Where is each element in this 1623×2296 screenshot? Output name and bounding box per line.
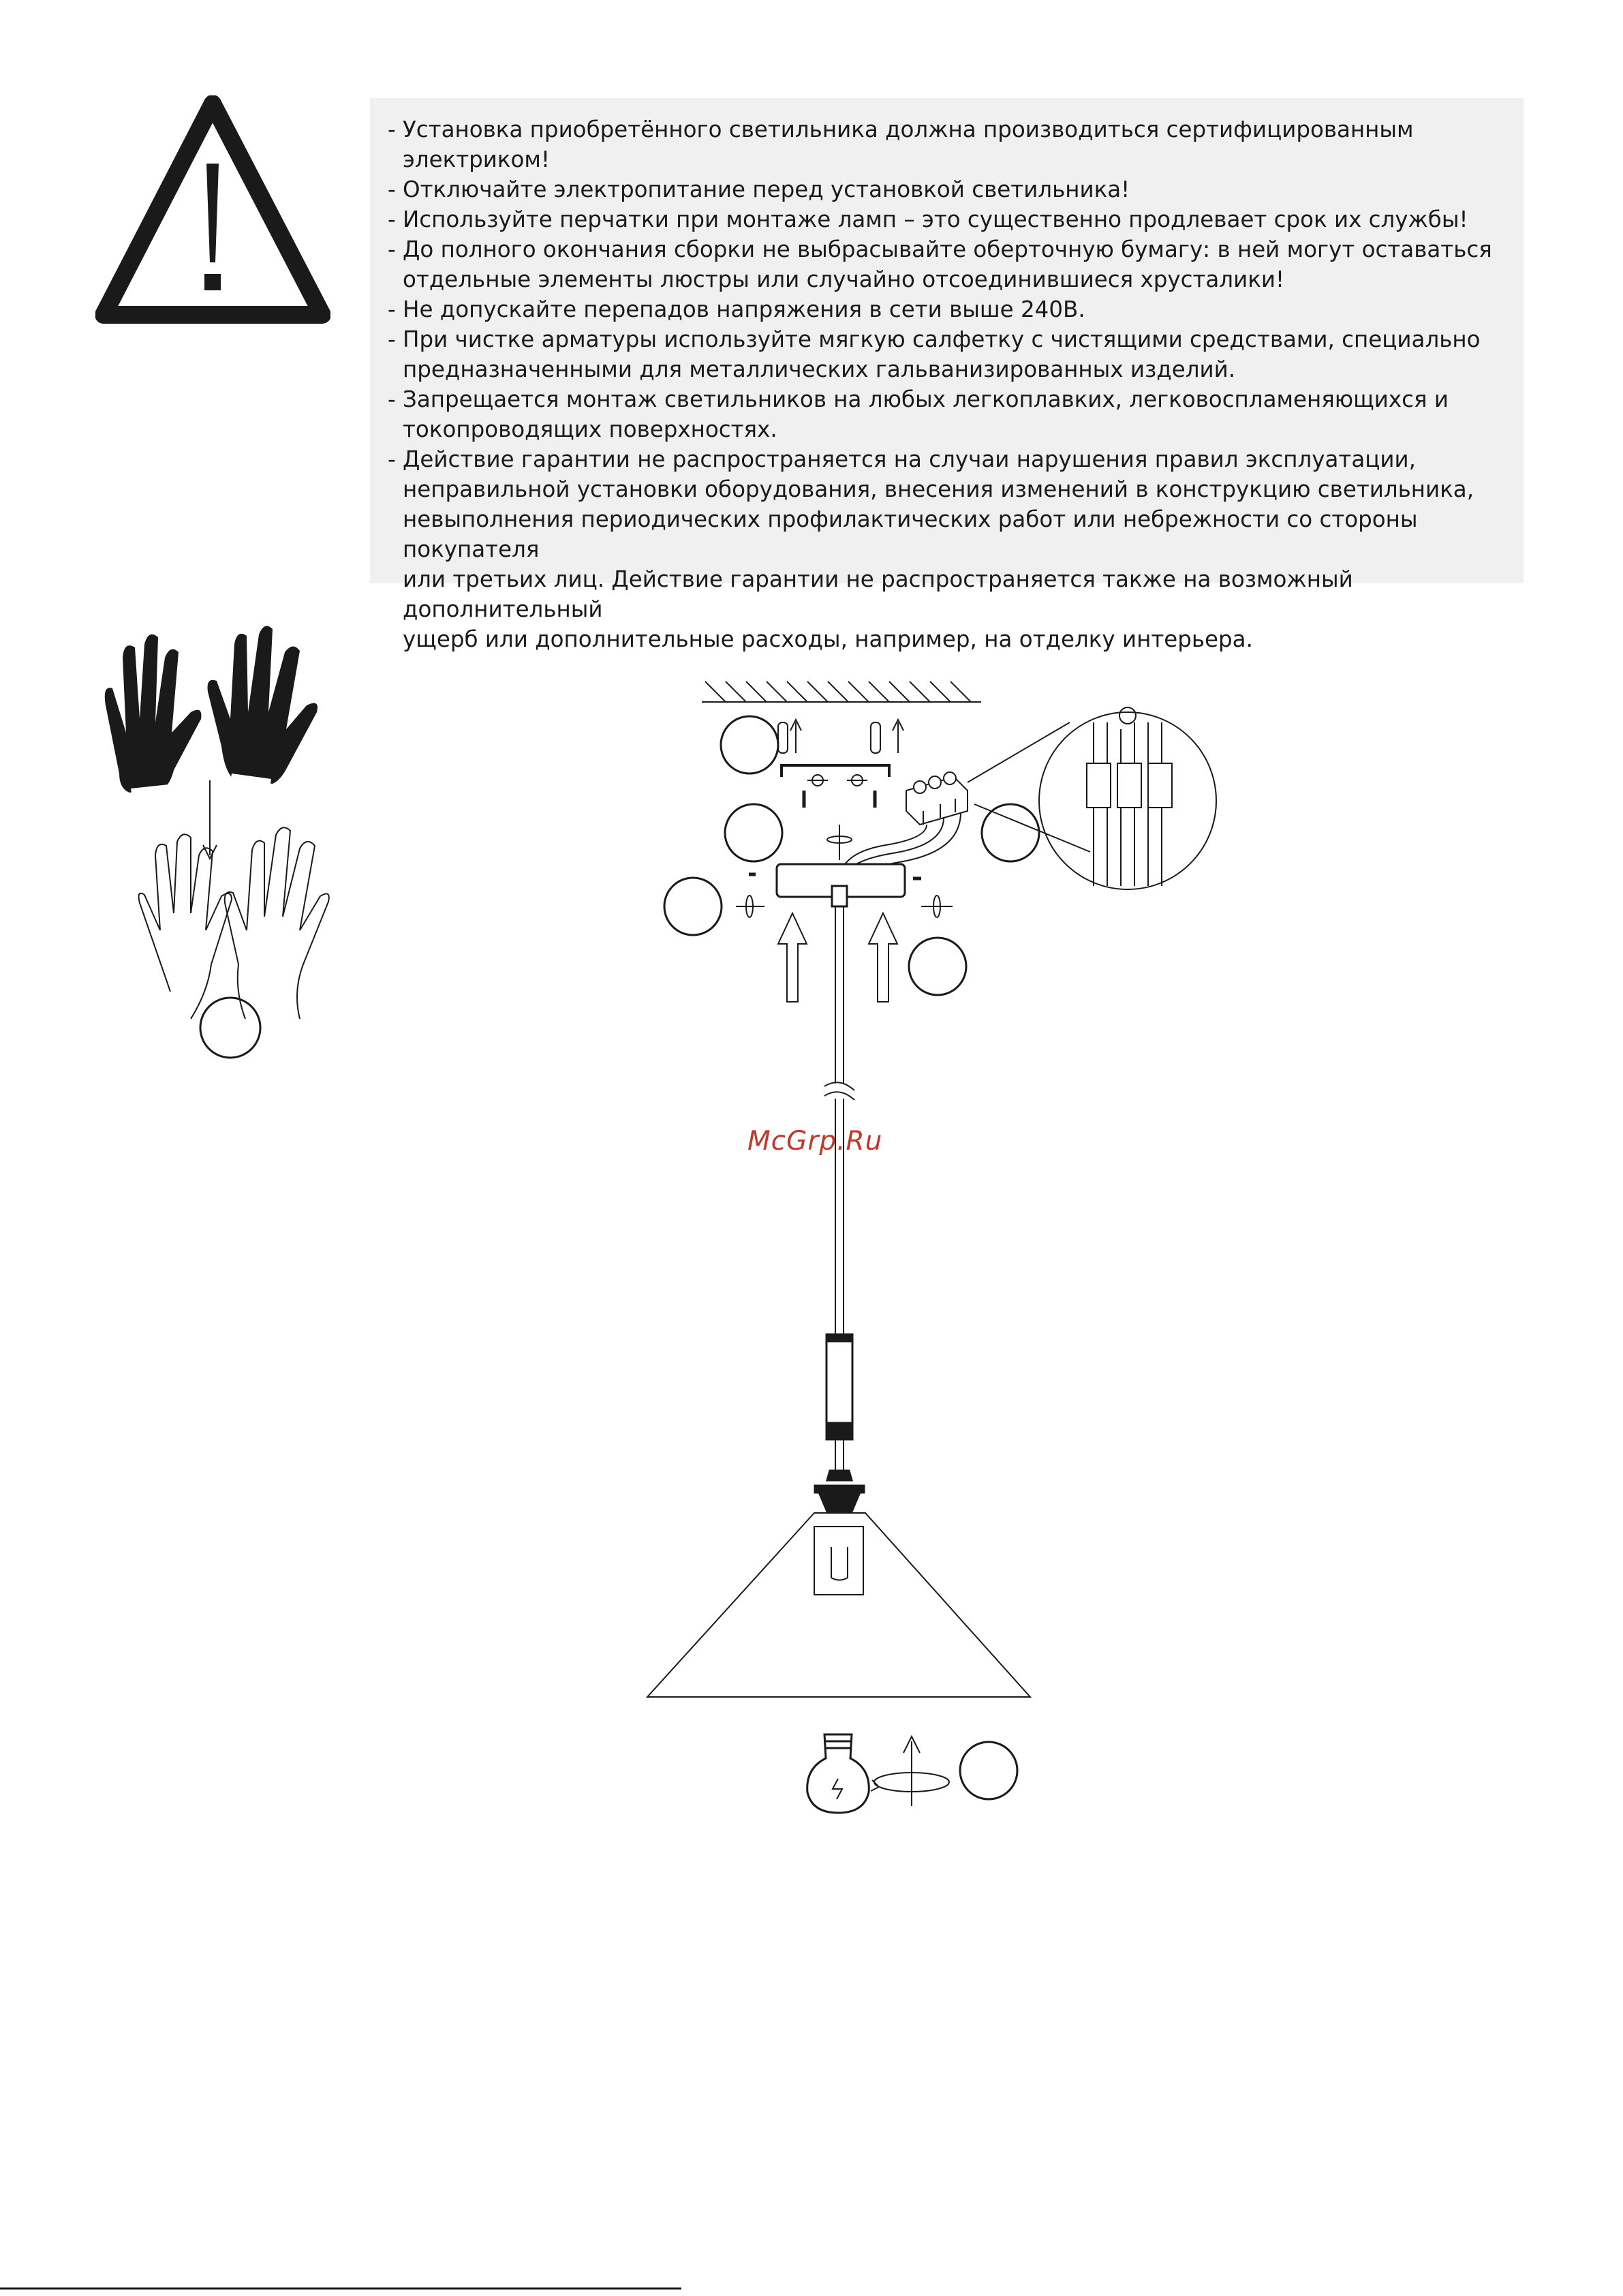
push-up-arrows xyxy=(778,913,897,1002)
warning-item: - Отключайте электропитание перед установкой светильника! xyxy=(388,174,1506,204)
warning-item: - Не допускайте перепадов напряжения в сети выше 240В. xyxy=(388,294,1506,324)
ceiling-hatching xyxy=(702,682,981,702)
step-marker-circle xyxy=(664,878,722,935)
terminal-zoom-callout xyxy=(968,707,1216,889)
rotate-arrow-icon xyxy=(871,1736,949,1806)
warning-item: - До полного окончания сборки не выбрасывайте оберточную бумагу: в ней могут оставаться отдельные элементы люстры или случайно отсоединившиеся хрусталики! xyxy=(388,234,1506,294)
step-marker-circle xyxy=(960,1742,1017,1799)
step-marker-circle xyxy=(982,804,1039,861)
warning-item: - Действие гарантии не распространяется на случаи нарушения правил эксплуатации, неправильной установки оборудования, внесения изменений в конструкцию светильника, невыполнения периодических профилактических работ или небрежности со стороны покупателя или третьих лиц. Действие гарантии не распространяется также на возможный дополнительный ущерб или дополнительные расходы, например, на отделку интерьера. xyxy=(388,444,1506,654)
warning-item: - Установка приобретённого светильника должна производиться сертифицированным электриком! xyxy=(388,114,1506,174)
lampshade xyxy=(647,1513,1030,1697)
lamp-holder xyxy=(815,1334,864,1512)
step-marker-circle xyxy=(909,938,966,995)
step-marker-circle xyxy=(725,804,782,861)
step-marker-circle xyxy=(721,716,778,774)
ceiling-canopy xyxy=(777,864,905,906)
warning-item: - Запрещается монтаж светильников на любых легкоплавких, легковоспламеняющихся и токопроводящих поверхностях. xyxy=(388,384,1506,444)
wall-dowels xyxy=(778,720,903,753)
warning-item: - При чистке арматуры используйте мягкую салфетку с чистящими средствами, специально предназначенными для металлических гальванизированных изделий. xyxy=(388,324,1506,384)
terminal-block xyxy=(906,772,968,825)
warning-item: - Используйте перчатки при монтаже ламп – это существенно продлевает срок их службы! xyxy=(388,204,1506,234)
watermark: McGrp.Ru xyxy=(747,1126,883,1157)
mounting-bracket xyxy=(782,765,889,808)
suspension-cable xyxy=(824,906,854,1336)
light-bulb-icon xyxy=(807,1734,869,1813)
